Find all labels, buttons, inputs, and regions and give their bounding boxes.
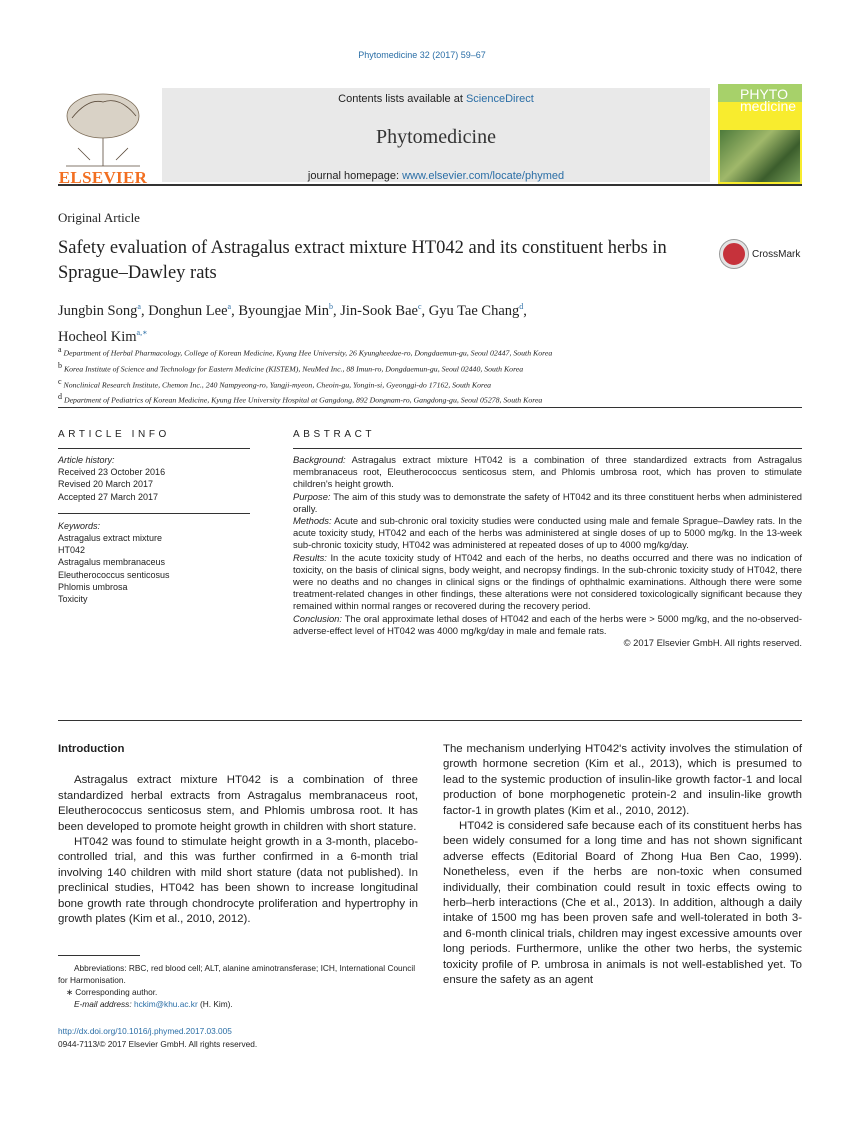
masthead — [58, 84, 802, 186]
author[interactable]: Gyu Tae Chang$^d$ — [428, 302, 524, 319]
article-info — [58, 454, 250, 605]
divider — [58, 720, 802, 721]
sciencedirect-link[interactable]: ScienceDirect — [465, 93, 534, 105]
journal-title: Phytomedicine — [376, 126, 496, 148]
affiliation: $^b$ Korea Institute of Science and Technology for Eastern Medicine (KISTEM), NeuMed Inc., 88 Imun-ro, Dongdaemun-gu, Seoul 02440, South Korea — [58, 360, 524, 374]
keyword: Astragalus extract mixture — [58, 533, 163, 544]
paragraph: HT042 is considered safe because each of its constituent herbs has been widely consumed for a long time and has not shown significant adverse effects (Editorial Board of Zhong Hua Ben Cao, 1999). Nonetheless, even if the herbs are non-toxic when consumed individually, their combination could result in toxic effects owing to herb–herb interactions (Che et al., 2013). In addition, although a daily intake of 1500 mg has been proven safe and well-tolerated in both 3- and 6-month clinical trials, children may ingest excessive amounts over long periods. Furthermore, unlike the other two herbs, the systemic toxicity profile of P. umbrosa in animals is not well-established yet. To ensure the safety as an agent — [443, 820, 802, 987]
keywords-label: Keywords: — [58, 520, 101, 531]
abstract-background: Background: Astragalus extract mixture HT042 is a combination of three standardized extracts from Astragalus membranaceus root, Eleutherococcus senticosus stem, and Phlomis umbrosa root, which has proven to stimulate children's height growth. — [293, 454, 802, 490]
footnotes — [58, 962, 418, 1010]
keyword: Toxicity — [58, 594, 88, 605]
abstract-methods: Methods: Acute and sub-chronic oral toxicity studies were conducted using male and female Sprague–Dawley rats. In the acute toxicity study, HT042 and each of the herbs was administered at single doses of up to 5000 mg/kg. In the 13-week sub-chronic toxicity study, HT042 was administered at repeated doses of up to 4000 mg/kg/day. — [293, 515, 802, 551]
issn-line: 0944-7113/© 2017 Elsevier GmbH. All rights reserved. — [58, 1038, 258, 1049]
contents-line: Contents lists available at ScienceDirect — [338, 93, 534, 105]
email-link[interactable]: hckim@khu.ac.kr — [133, 999, 198, 1009]
author-list: Jungbin Song$^a$, Donghun Lee$^a$, Byoungjae Min$^b$, Jin-Sook Bae$^c$, Gyu Tae Chang$^d$, Hocheol Kim$^{a,∗}$ — [58, 302, 527, 345]
paragraph: HT042 was found to stimulate height growth in a 3-month, placebo-controlled trial, and this was further confirmed in a 6-month trial involving 140 children with mild short stature (data not published). In preclinical studies, HT042 has been shown to increase longitudinal bone growth rate through chondrocyte proliferation and hypertrophy in growth plates (Kim et al., 2010, 2012). — [58, 836, 418, 926]
journal-cover-thumbnail[interactable] — [718, 84, 802, 184]
divider — [293, 448, 802, 449]
author[interactable]: Hocheol Kim$^{a,∗}$ — [58, 327, 148, 345]
crossmark-badge[interactable] — [720, 240, 800, 268]
abstract-copyright: © 2017 Elsevier GmbH. All rights reserved. — [623, 637, 802, 649]
author[interactable]: Jin-Sook Bae$^c$ — [340, 302, 422, 319]
abstract-conclusion: Conclusion: The oral approximate lethal doses of HT042 and each of the herbs were > 5000 mg/kg, and the no-observed-adverse-effect level of HT042 was 4000 mg/kg/day in male and female rats. — [293, 612, 802, 636]
affiliation: $^c$ Nonclinical Research Institute, Chemon Inc., 240 Nampyeong-ro, Yangji-myeon, Cheoin-gu, Yongin-si, Gyeonggi-do 17162, South Korea — [58, 376, 492, 390]
cover-image — [720, 130, 800, 182]
author[interactable]: Byoungjae Min$^b$ — [238, 302, 333, 319]
abstract-body — [293, 454, 802, 649]
abstract-results: Results: In the acute toxicity study of HT042 and each of the herbs, no deaths occurred and there was no indication of toxicity, on the basis of clinical signs, body weight, and necropsy findings. In the sub-chronic toxicity study of HT042, there were no deaths and no changes in clinical signs or the findings of ophthalmic examinations. Although there were some treatment-related changes in other findings, these alterations were not considered toxicologically significant because they remained within normal ranges or recovered during the recovery period. — [293, 551, 802, 612]
doi-link[interactable]: http://dx.doi.org/10.1016/j.phymed.2017.03.005 — [58, 1026, 232, 1036]
abstract-heading: ABSTRACT — [293, 429, 376, 440]
right-column — [443, 742, 802, 989]
email-footnote: E-mail address: hckim@khu.ac.kr (H. Kim). — [74, 999, 233, 1009]
keyword: Phlomis umbrosa — [58, 581, 128, 592]
elsevier-wordmark[interactable]: ELSEVIER — [58, 168, 148, 187]
affiliation: $^d$ Department of Pediatrics of Korean Medicine, Kyung Hee University Hospital at Gangdong, 892 Dongnam-ro, Gangdong-gu, Seoul 05278, South Korea — [58, 392, 543, 405]
footnote-separator — [58, 955, 140, 956]
corresponding-footnote: ∗ Corresponding author. — [66, 987, 158, 997]
affiliation: $^a$ Department of Herbal Pharmacology, College of Korean Medicine, Kyung Hee University, 26 Kyungheedae-ro, Dongdaemun-gu, Seoul 02447, South Korea — [58, 345, 553, 358]
abbreviations-footnote: Abbreviations: RBC, red blood cell; ALT, alanine aminotransferase; ICH, International Council for Harmonisation. — [58, 963, 416, 985]
journal-homepage-link[interactable]: www.elsevier.com/locate/phymed — [402, 170, 565, 182]
divider — [58, 407, 802, 408]
affiliations — [58, 344, 802, 407]
history-revised: Revised 20 March 2017 — [58, 479, 154, 490]
doi-block — [58, 1025, 257, 1050]
introduction-heading: Introduction — [58, 743, 125, 755]
history-received: Received 23 October 2016 — [58, 467, 166, 478]
keyword: Eleutherococcus senticosus — [58, 569, 170, 580]
crossmark-label: CrossMark — [752, 248, 801, 260]
history-accepted: Accepted 27 March 2017 — [58, 491, 159, 502]
abstract-purpose: Purpose: The aim of this study was to demonstrate the safety of HT042 and its three constituent herbs when administered orally. — [293, 490, 802, 514]
author[interactable]: Jungbin Song$^a$ — [58, 302, 141, 319]
crossmark-icon — [720, 240, 748, 268]
paragraph: The mechanism underlying HT042's activity involves the stimulation of growth hormone secretion (Kim et al., 2013), which is presumed to lead to the systemic production of insulin-like growth factor-1 and local production of bone morphogenetic protein-2 and insulin-like growth factor-1 in growth plates (Kim et al., 2010, 2012). — [443, 743, 802, 817]
history-label: Article history: — [58, 455, 115, 465]
author[interactable]: Donghun Lee$^a$ — [148, 302, 232, 319]
left-column — [58, 742, 418, 927]
keyword: HT042 — [58, 545, 86, 556]
article-title: Safety evaluation of Astragalus extract mixture HT042 and its constituent herbs in Sprague–Dawley rats — [58, 238, 667, 283]
article-type: Original Article — [58, 210, 140, 225]
keyword: Astragalus membranaceus — [58, 557, 166, 568]
divider — [58, 448, 250, 449]
journal-banner — [162, 88, 710, 182]
paragraph: Astragalus extract mixture HT042 is a combination of three standardized herbal extracts from Astragalus membranaceus root, Eleutherococcus senticosus stem, and Phlomis umbrosa root. It has been developed to promote height growth in children with short stature. — [58, 774, 418, 833]
article-info-heading: ARTICLE INFO — [58, 429, 170, 440]
journal-reference[interactable]: Phytomedicine 32 (2017) 59–67 — [358, 50, 486, 60]
cover-title: PHYTO medicine — [740, 86, 797, 114]
homepage-line: journal homepage: www.elsevier.com/locate/phymed — [307, 170, 565, 182]
